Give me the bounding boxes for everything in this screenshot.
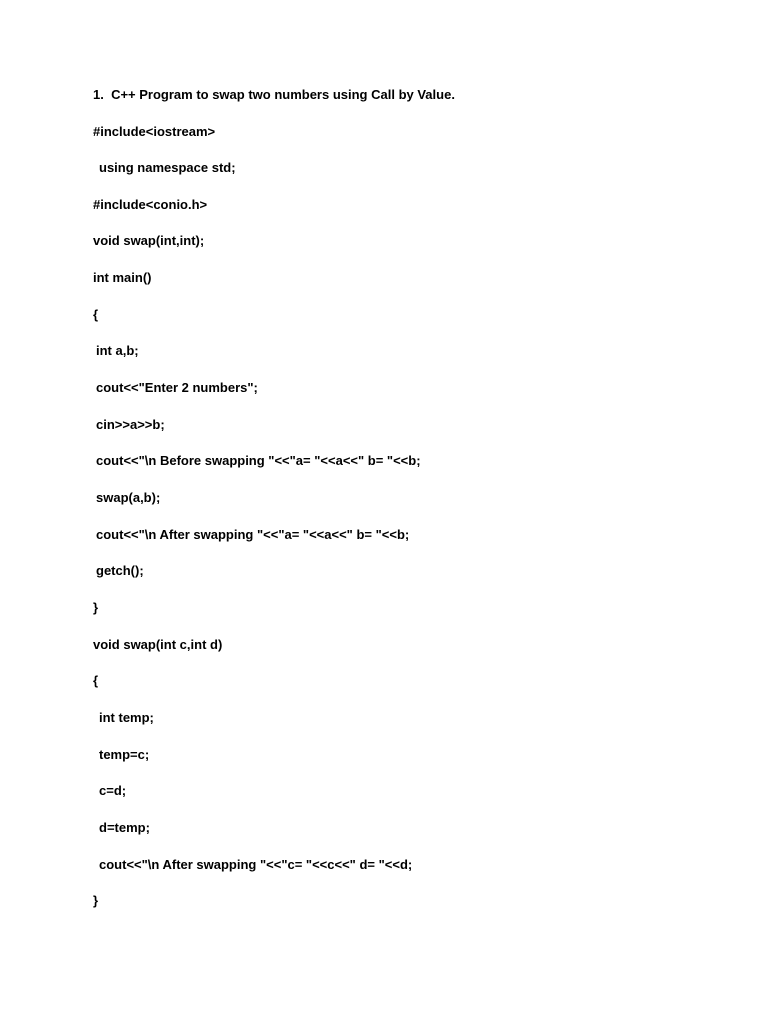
code-line-declare-temp: int temp; xyxy=(99,710,154,725)
code-line-prompt-input: cout<<"Enter 2 numbers"; xyxy=(96,380,258,395)
code-line-main-close-brace: } xyxy=(93,600,99,615)
code-line-include-iostream: #include<iostream> xyxy=(93,124,216,139)
code-line-main-open-brace: { xyxy=(93,307,99,322)
code-line-c-assign: c=d; xyxy=(99,783,127,798)
code-line-declare-ab: int a,b; xyxy=(96,343,139,358)
document-title: 1. C++ Program to swap two numbers using Call by Value. xyxy=(93,87,455,102)
code-line-swap-definition: void swap(int c,int d) xyxy=(93,637,223,652)
code-line-getch: getch(); xyxy=(96,563,144,578)
code-line-using-namespace: using namespace std; xyxy=(99,160,236,175)
code-line-read-input: cin>>a>>b; xyxy=(96,417,165,432)
code-line-swap-open-brace: { xyxy=(93,673,99,688)
code-line-temp-assign: temp=c; xyxy=(99,747,150,762)
code-line-print-after-main: cout<<"\n After swapping "<<"a= "<<a<<" b= "<<b; xyxy=(96,527,410,542)
code-line-main-signature: int main() xyxy=(93,270,152,285)
code-line-call-swap: swap(a,b); xyxy=(96,490,161,505)
code-line-d-assign: d=temp; xyxy=(99,820,150,835)
code-line-print-after-swap: cout<<"\n After swapping "<<"c= "<<c<<" d= "<<d; xyxy=(99,857,413,872)
code-line-print-before: cout<<"\n Before swapping "<<"a= "<<a<<" b= "<<b; xyxy=(96,453,421,468)
code-line-swap-close-brace: } xyxy=(93,893,99,908)
code-line-swap-prototype: void swap(int,int); xyxy=(93,233,205,248)
code-line-include-conio: #include<conio.h> xyxy=(93,197,208,212)
